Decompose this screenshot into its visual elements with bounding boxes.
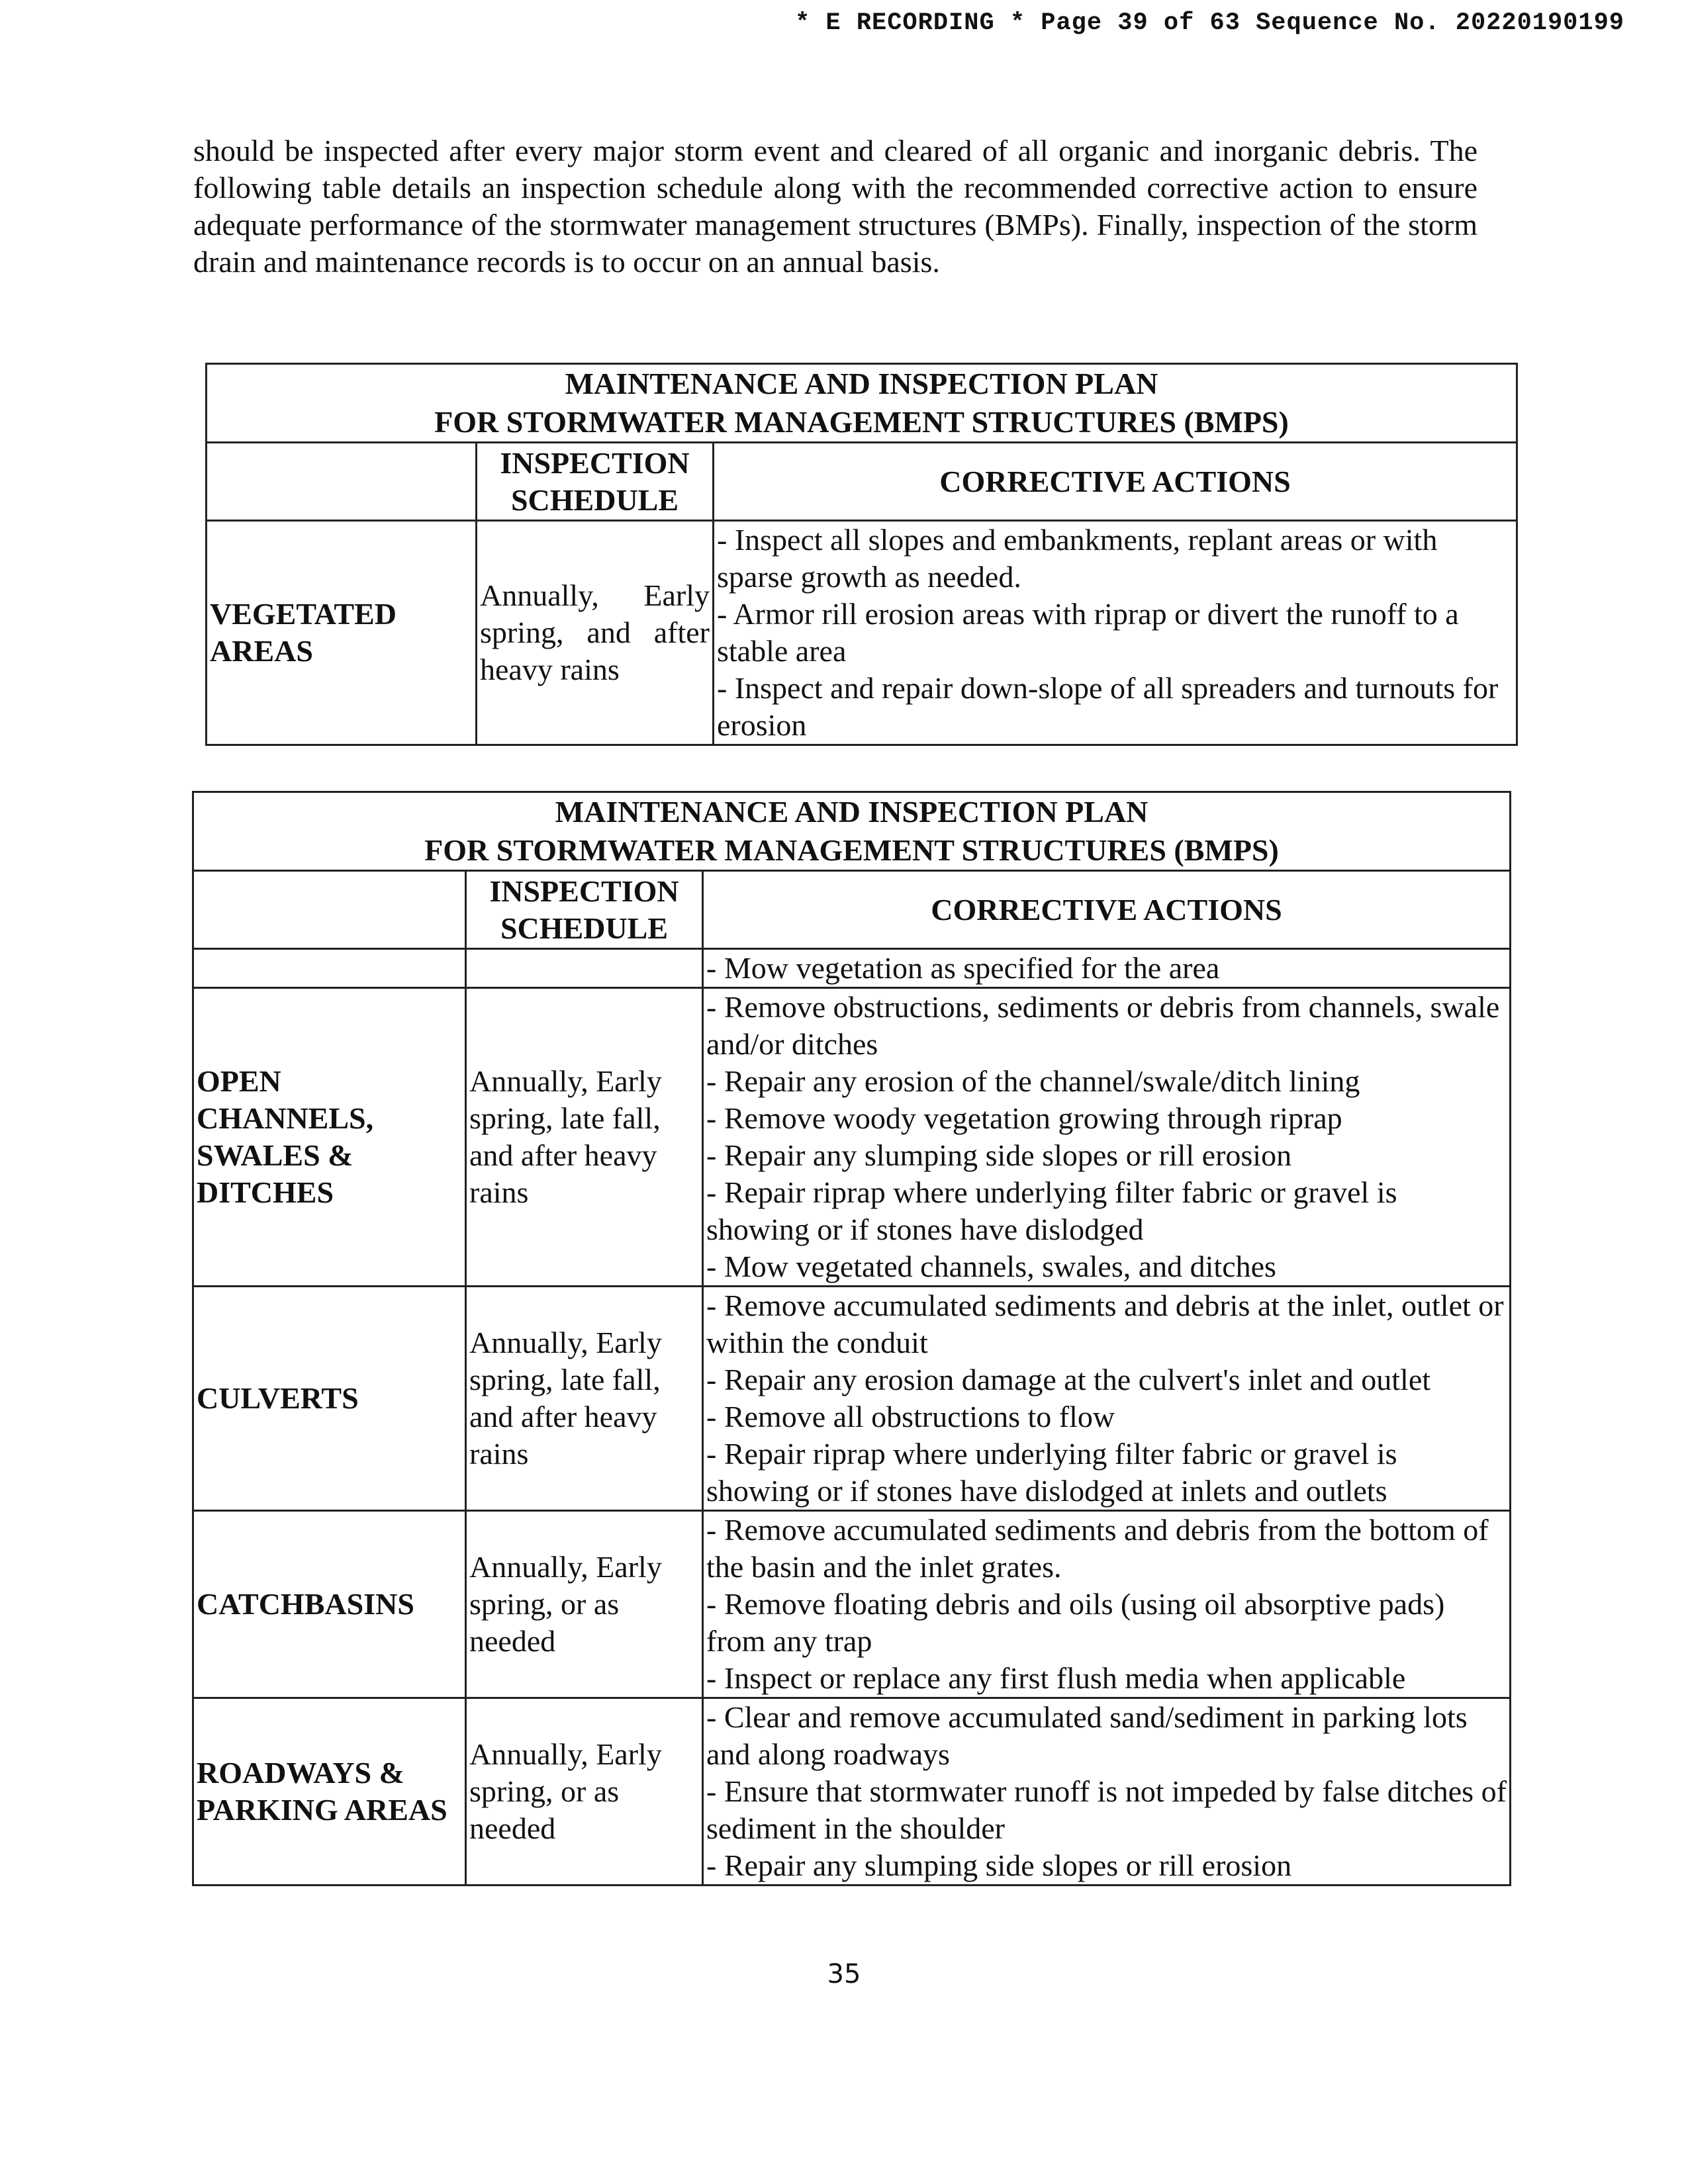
action-item: - Mow vegetated channels, swales, and ditches [706,1250,1276,1283]
action-item: - Remove all obstructions to flow [706,1400,1115,1433]
action-item: - Remove woody vegetation growing through riprap [706,1101,1342,1135]
action-item: - Remove accumulated sediments and debris at the inlet, outlet or within the conduit [706,1289,1504,1359]
action-item: - Inspect and repair down-slope of all spreaders and turnouts for erosion [717,671,1499,742]
intro-paragraph: should be inspected after every major storm event and cleared of all organic and inorganic debris. The following table details an inspection schedule along with the recommended corrective action to ensure adequate performance of the stormwater management structures (BMPs). Finally, inspection of the storm drain and maintenance records is to occur on an annual basis. [193,134,1477,279]
table-row [193,949,1511,988]
action-item: - Clear and remove accumulated sand/sediment in parking lots and along roadways [706,1700,1468,1771]
action-item: - Repair any erosion damage at the culvert's inlet and outlet [706,1363,1431,1396]
recording-header: * E RECORDING * Page 39 of 63 Sequence No. 20220190199 [795,9,1624,37]
table-row [193,1698,1511,1886]
category-cell: OPEN CHANNELS, SWALES & DITCHES [193,988,466,1287]
schedule-cell: Annually, Early spring, or as needed [466,1511,703,1698]
action-item: - Remove floating debris and oils (using oil absorptive pads) from any trap [706,1587,1445,1658]
action-item: - Repair any slumping side slopes or rill erosion [706,1138,1292,1172]
actions-cell [703,1511,1511,1698]
table-title [207,364,1517,443]
category-cell: ROADWAYS & PARKING AREAS [193,1698,466,1886]
action-item: - Inspect all slopes and embankments, replant areas or with sparse growth as needed. [717,523,1438,594]
actions-cell [703,1287,1511,1511]
table-title-line2: FOR STORMWATER MANAGEMENT STRUCTURES (BMPS) [434,405,1289,439]
page-number: 35 [827,1959,861,1989]
table-row [193,988,1511,1287]
corrective-actions-header: CORRECTIVE ACTIONS [703,871,1511,949]
action-item: - Armor rill erosion areas with riprap or divert the runoff to a stable area [717,597,1459,668]
actions-cell [703,949,1511,988]
schedule-cell: Annually, Early spring, and after heavy rains [477,521,714,745]
action-item: - Mow vegetation as specified for the area [706,951,1220,985]
inspection-schedule-header: INSPECTION SCHEDULE [477,443,714,521]
inspection-schedule-header: INSPECTION SCHEDULE [466,871,703,949]
table-row [193,1511,1511,1698]
table-title-line1: MAINTENANCE AND INSPECTION PLAN [555,795,1149,829]
actions-cell [703,1698,1511,1886]
action-item: - Ensure that stormwater runoff is not impeded by false ditches of sediment in the shoulder [706,1774,1507,1845]
maintenance-table-1 [205,363,1518,746]
action-item: - Repair any erosion of the channel/swale/ditch lining [706,1064,1360,1098]
action-item: - Inspect or replace any first flush media when applicable [706,1661,1406,1695]
table-title-line2: FOR STORMWATER MANAGEMENT STRUCTURES (BMPS) [424,833,1279,867]
table-title-line1: MAINTENANCE AND INSPECTION PLAN [565,367,1158,400]
action-item: - Repair riprap where underlying filter fabric or gravel is showing or if stones have dislodged at inlets and outlets [706,1437,1397,1508]
category-cell: CATCHBASINS [193,1511,466,1698]
schedule-cell: Annually, Early spring, late fall, and after heavy rains [466,988,703,1287]
corrective-actions-header: CORRECTIVE ACTIONS [714,443,1517,521]
action-item: - Repair riprap where underlying filter fabric or gravel is showing or if stones have dislodged [706,1175,1397,1246]
table-row [193,1287,1511,1511]
action-item: - Remove accumulated sediments and debris from the bottom of the basin and the inlet grates. [706,1513,1489,1584]
action-item: - Repair any slumping side slopes or rill erosion [706,1848,1292,1882]
blank-header-cell [193,871,466,949]
table-row [207,521,1517,745]
category-cell: VEGETATED AREAS [207,521,477,745]
category-cell: CULVERTS [193,1287,466,1511]
category-cell [193,949,466,988]
actions-cell [714,521,1517,745]
blank-header-cell [207,443,477,521]
action-item: - Remove obstructions, sediments or debris from channels, swale and/or ditches [706,990,1500,1061]
maintenance-table-2 [192,791,1511,1886]
schedule-cell [466,949,703,988]
actions-cell [703,988,1511,1287]
schedule-cell: Annually, Early spring, or as needed [466,1698,703,1886]
table-title [193,792,1511,871]
schedule-cell: Annually, Early spring, late fall, and after heavy rains [466,1287,703,1511]
